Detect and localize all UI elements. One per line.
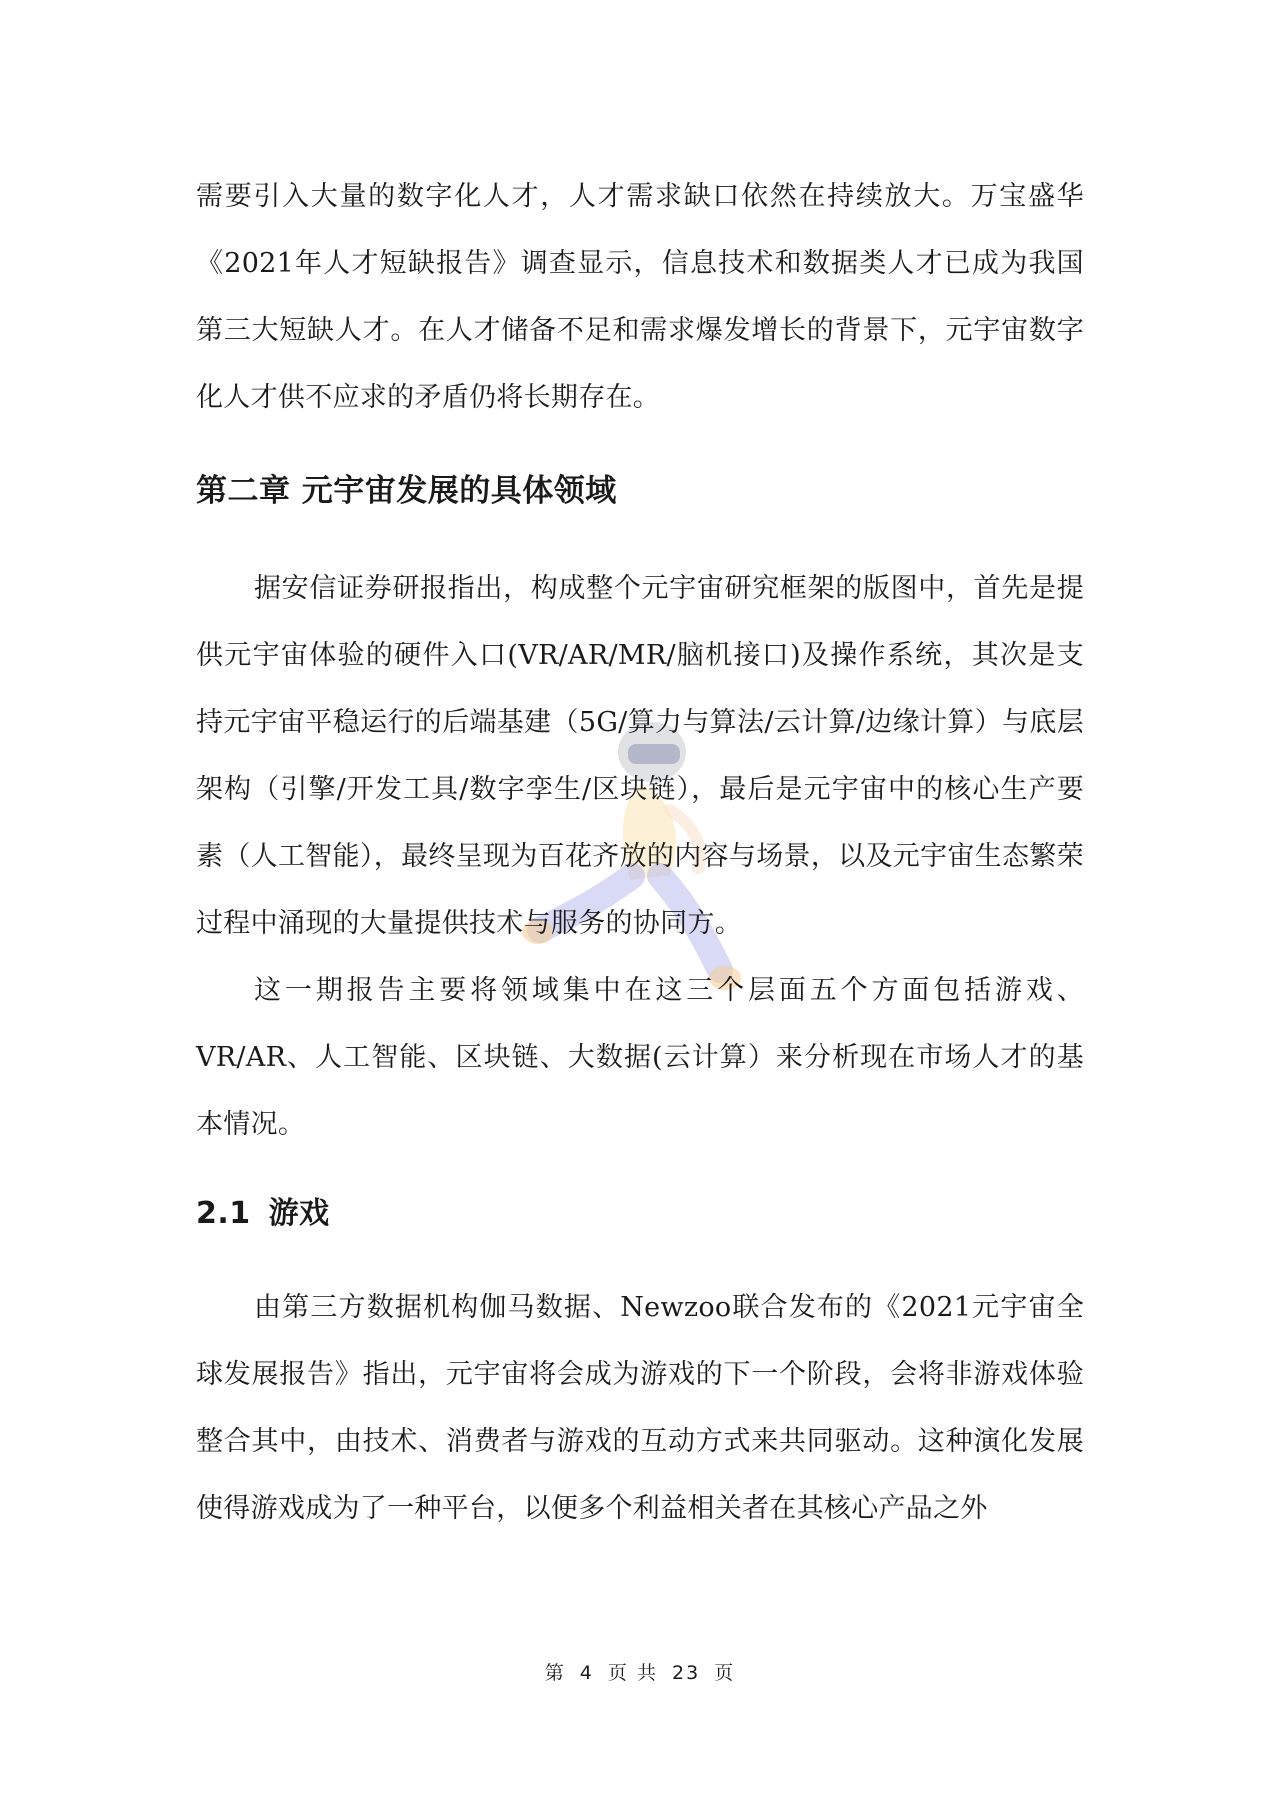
paragraph-framework: 据安信证券研报指出，构成整个元宇宙研究框架的版图中，首先是提供元宇宙体验的硬件入口(VR/AR/MR/脑机接口)及操作系统，其次是支持元宇宙平稳运行的后端基建（5G/算力与算法/云计算/边缘计算）与底层架构（引擎/开发工具/数字孪生/区块链），最后是元宇宙中的核心生产要素（人工智能），最终呈现为百花齐放的内容与场景，以及元宇宙生态繁荣过程中涌现的大量提供技术与服务的协同方。	[196, 573, 1084, 939]
section-heading	[196, 1184, 1084, 1244]
current-page-number: 4	[579, 1662, 594, 1684]
page-body	[196, 163, 1084, 1542]
footer-suffix: 页	[714, 1662, 736, 1684]
paragraph-gaming: 由第三方数据机构伽马数据、Newzoo联合发布的《2021元宇宙全球发展报告》指出，元宇宙将会成为游戏的下一个阶段，会将非游戏体验整合其中，由技术、消费者与游戏的互动方式来共同驱动。这种演化发展使得游戏成为了一种平台，以便多个利益相关者在其核心产品之外	[196, 1292, 1084, 1524]
total-pages-number: 23	[672, 1662, 701, 1684]
section-number: 2.1	[196, 1196, 251, 1231]
footer-middle: 页 共	[607, 1662, 658, 1684]
footer-prefix: 第	[544, 1662, 566, 1684]
section-title: 游戏	[268, 1196, 330, 1231]
paragraph-report-scope: 这一期报告主要将领域集中在这三个层面五个方面包括游戏、VR/AR、人工智能、区块链、大数据(云计算）来分析现在市场人才的基本情况。	[196, 975, 1084, 1140]
paragraph-talent-shortage: 需要引入大量的数字化人才，人才需求缺口依然在持续放大。万宝盛华《2021年人才短缺报告》调查显示，信息技术和数据类人才已成为我国第三大短缺人才。在人才储备不足和需求爆发增长的背景下，元宇宙数字化人才供不应求的矛盾仍将长期存在。	[196, 181, 1084, 413]
chapter-heading: 第二章 元宇宙发展的具体领域	[196, 473, 617, 509]
page-footer	[0, 1658, 1280, 1688]
